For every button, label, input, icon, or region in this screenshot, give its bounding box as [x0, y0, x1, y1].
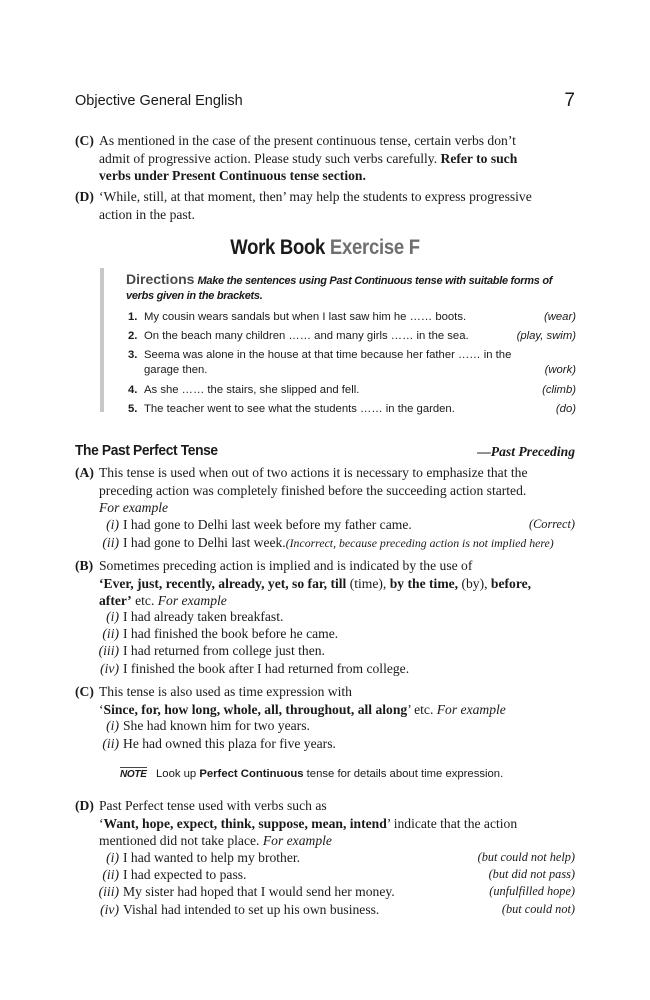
page-number: 7	[564, 90, 575, 111]
workbook-heading-b: Exercise F	[329, 236, 420, 259]
text-line: after’ etc. For example	[99, 593, 227, 608]
text-line: As mentioned in the case of the present continuous tense, certain verbs don’t	[99, 133, 516, 148]
for-example: For example	[99, 500, 169, 515]
example-line: (ii) I had finished the book before he came.	[102, 626, 339, 641]
example-line: (iii) I had returned from college just then.	[98, 643, 325, 658]
workbook-heading	[39, 236, 611, 260]
exercise-item: 4. As she …… the stairs, she slipped and fell. (climb)	[128, 384, 576, 396]
example-line: (iv) I finished the book after I had returned from college.	[100, 661, 410, 676]
directions-text: Make the sentences using Past Continuous tense with suitable forms of	[197, 275, 553, 287]
directions-text: verbs given in the brackets.	[126, 290, 263, 302]
note	[120, 767, 580, 783]
text-line: Past Perfect tense used with verbs such as	[99, 798, 327, 813]
note-badge: NOTE	[120, 769, 147, 780]
exercise-item: 5. The teacher went to see what the students …… in the garden. (do)	[128, 403, 576, 415]
text-line: ‘Ever, just, recently, already, yet, so far, till (time), by the time, (by), before,	[99, 575, 532, 591]
text-line: action in the past.	[99, 206, 195, 222]
exercise-side-bar	[100, 268, 104, 412]
section-title: The Past Perfect Tense	[75, 442, 218, 459]
example-line: (iv) Vishal had intended to set up his own business. (but could not)	[100, 902, 575, 917]
section-heading	[75, 442, 575, 462]
point-b	[75, 557, 575, 610]
exercise-item: 1. My cousin wears sandals but when I last saw him he …… boots. (wear)	[128, 311, 576, 323]
text-line: ‘Want, hope, expect, think, suppose, mean, intend’ indicate that the action	[99, 815, 518, 831]
example-line: (i) I had wanted to help my brother. (but could not help)	[106, 850, 575, 865]
intro-point-d	[75, 188, 575, 223]
exercise-item: 3. Seema was alone in the house at that time because her father …… in the garage then. (work)	[128, 349, 576, 376]
text-line: preceding action was completely finished before the succeeding action started.	[99, 482, 527, 498]
text-line: Sometimes preceding action is implied and is indicated by the use of	[99, 558, 473, 573]
workbook-heading-a: Work Book	[230, 236, 326, 259]
example-line: (ii) I had gone to Delhi last week.(Incorrect, because preceding action is not implied here)	[102, 535, 554, 550]
point-label: (A)	[75, 465, 94, 480]
running-head	[75, 90, 575, 114]
point-label: (B)	[75, 558, 94, 573]
example-line: (iii) My sister had hoped that I would send her money. (unfulfilled hope)	[98, 884, 575, 899]
point-d	[75, 797, 575, 850]
point-label: (C)	[75, 684, 94, 699]
book-title: Objective General English	[75, 93, 243, 109]
text-line: mentioned did not take place. For example	[99, 833, 332, 848]
note-text: Look up Perfect Continuous tense for details about time expression.	[156, 768, 504, 780]
text-line: verbs under Present Continuous tense section.	[99, 168, 366, 183]
text-line: This tense is used when out of two actions it is necessary to emphasize that the	[99, 465, 528, 480]
example-line: (ii) He had owned this plaza for five years.	[102, 736, 336, 751]
exercise-item: 2. On the beach many children …… and many girls …… in the sea. (play, swim)	[128, 330, 576, 342]
example-line: (i) I had already taken breakfast.	[106, 609, 284, 624]
text-line: This tense is also used as time expression with	[99, 684, 352, 699]
directions-label: Directions	[126, 271, 195, 287]
directions	[126, 272, 576, 304]
example-line: (ii) I had expected to pass. (but did not pass)	[102, 867, 575, 882]
example-line: (i) She had known him for two years.	[106, 718, 310, 733]
text-line: ‘Since, for, how long, whole, all, throughout, all along’ etc. For example	[99, 701, 506, 717]
text-line: ‘While, still, at that moment, then’ may help the students to express progressive	[99, 189, 532, 204]
point-c	[75, 683, 575, 718]
point-a	[75, 464, 575, 517]
point-label: (D)	[75, 189, 94, 204]
intro-point-c	[75, 132, 575, 185]
exercise-box	[100, 268, 576, 415]
example-line: (i) I had gone to Delhi last week before my father came. (Correct)	[106, 517, 575, 532]
section-subtitle: —Past Preceding	[477, 444, 575, 459]
text-line: admit of progressive action. Please study such verbs carefully. Refer to such	[99, 150, 518, 166]
point-label: (C)	[75, 133, 94, 148]
point-label: (D)	[75, 798, 94, 813]
